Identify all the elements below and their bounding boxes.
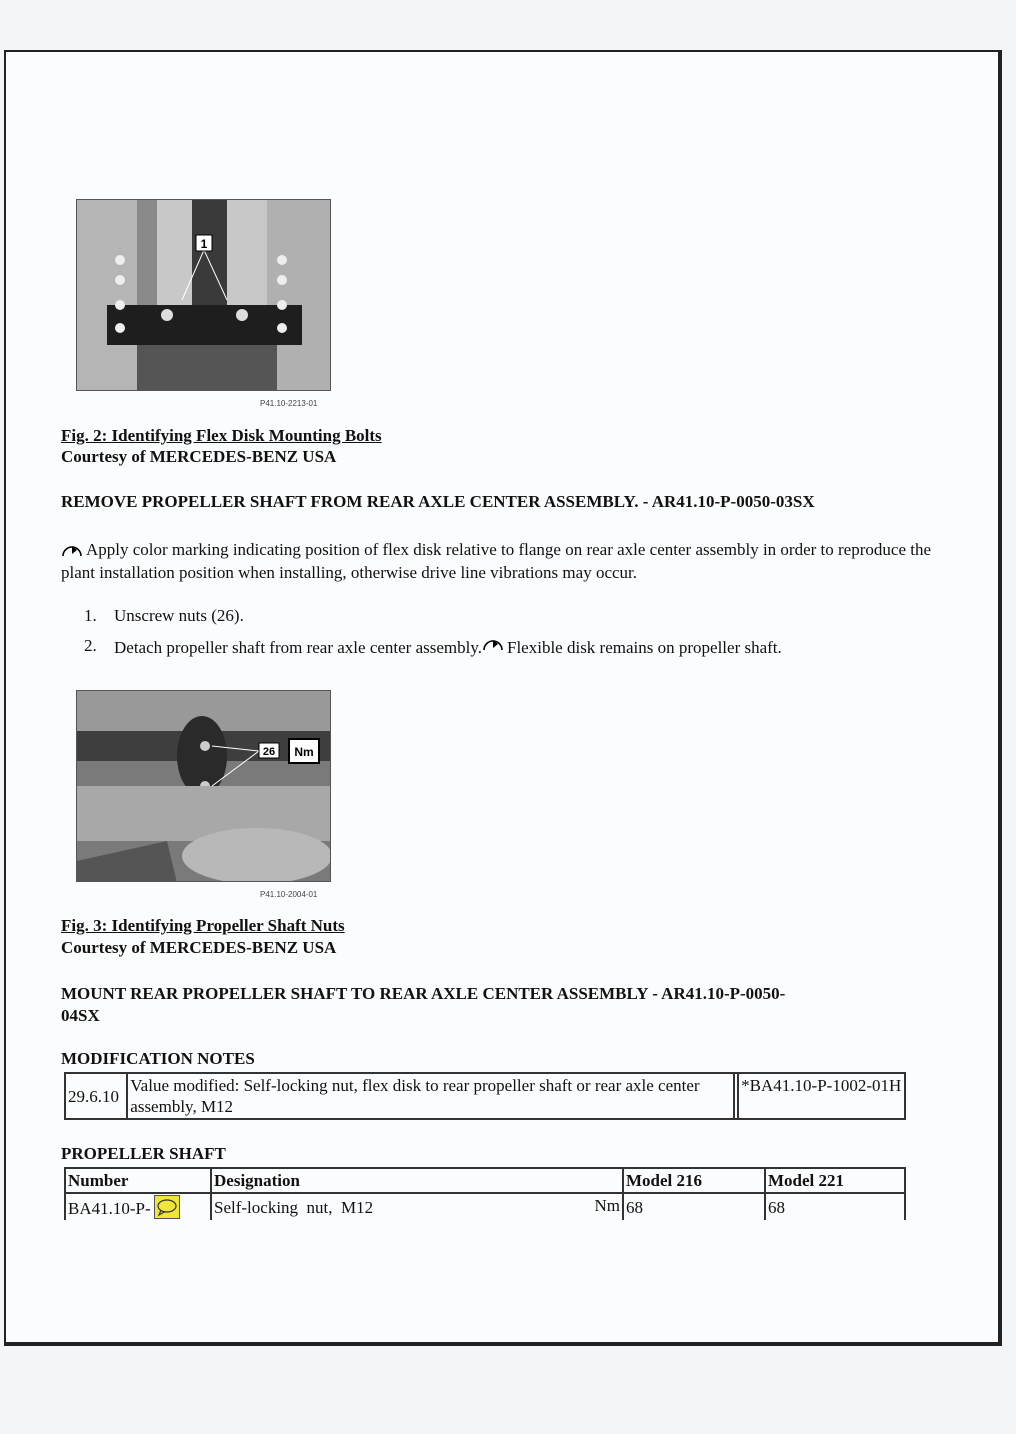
mod-text: Value modified: Self-locking nut, flex disk to rear propeller shaft or rear axle center assembly, M12 [127,1073,734,1119]
header-model-216: Model 216 [623,1168,765,1193]
figure-2-image [76,199,331,391]
modification-notes-table [64,1072,906,1120]
header-model-221: Model 221 [765,1168,905,1193]
figure-2-courtesy: Courtesy of MERCEDES-BENZ USA [61,447,337,466]
table-row [65,1073,905,1119]
figure-3-callout: 26 [262,746,276,758]
section-2-heading: MOUNT REAR PROPELLER SHAFT TO REAR AXLE CENTER ASSEMBLY - AR41.10-P-0050- 04SX [61,984,786,1025]
figure-3-courtesy: Courtesy of MERCEDES-BENZ USA [61,938,337,957]
mod-date: 29.6.10 [65,1073,127,1119]
step-2-text: Detach propeller shaft from rear axle center assembly. [114,638,482,657]
cell-number-text: BA41.10-P- [68,1199,151,1218]
mod-ref: *BA41.10-P-1002-01H [738,1073,905,1119]
caution-icon [482,636,504,656]
modification-notes-title: MODIFICATION NOTES [61,1049,255,1068]
comment-icon[interactable] [154,1195,180,1219]
table-row [65,1193,905,1220]
cell-unit: Nm [594,1196,620,1215]
figure-3-image [76,690,331,882]
propeller-shaft-title: PROPELLER SHAFT [61,1144,226,1163]
cell-designation [211,1193,623,1220]
figure-3-torque-label: Nm [294,745,314,759]
step-2 [114,636,782,658]
section-1-note [61,539,951,583]
caution-icon [61,541,83,562]
header-designation: Designation [211,1168,623,1193]
cell-model-221: 68 [765,1193,905,1220]
table-header-row [65,1168,905,1193]
cell-number [65,1193,211,1220]
figure-2-caption: Fig. 2: Identifying Flex Disk Mounting Bolts [61,426,382,445]
step-1-text: Unscrew nuts (26). [114,606,244,625]
figure-2-callout: 1 [200,237,208,251]
section-1-note-text: Apply color marking indicating position of flex disk relative to flange on rear axle center assembly in order to reproduce the plant installation position when installing, otherwise drive line vibrations may occur. [61,540,932,582]
figure-3-code: P41.10-2004-01 [260,890,318,899]
cell-model-216: 68 [623,1193,765,1220]
step-2-number: 2. [84,636,97,655]
section-1-heading: REMOVE PROPELLER SHAFT FROM REAR AXLE CENTER ASSEMBLY. - AR41.10-P-0050-03SX [61,492,815,511]
cell-designation-text: Self-locking nut, M12 [214,1197,374,1217]
header-number: Number [65,1168,211,1193]
propeller-shaft-table [64,1167,906,1220]
step-1-number: 1. [84,606,97,625]
figure-3-caption: Fig. 3: Identifying Propeller Shaft Nuts [61,916,345,935]
step-2-note: Flexible disk remains on propeller shaft. [507,638,782,657]
figure-2-code: P41.10-2213-01 [260,399,318,408]
